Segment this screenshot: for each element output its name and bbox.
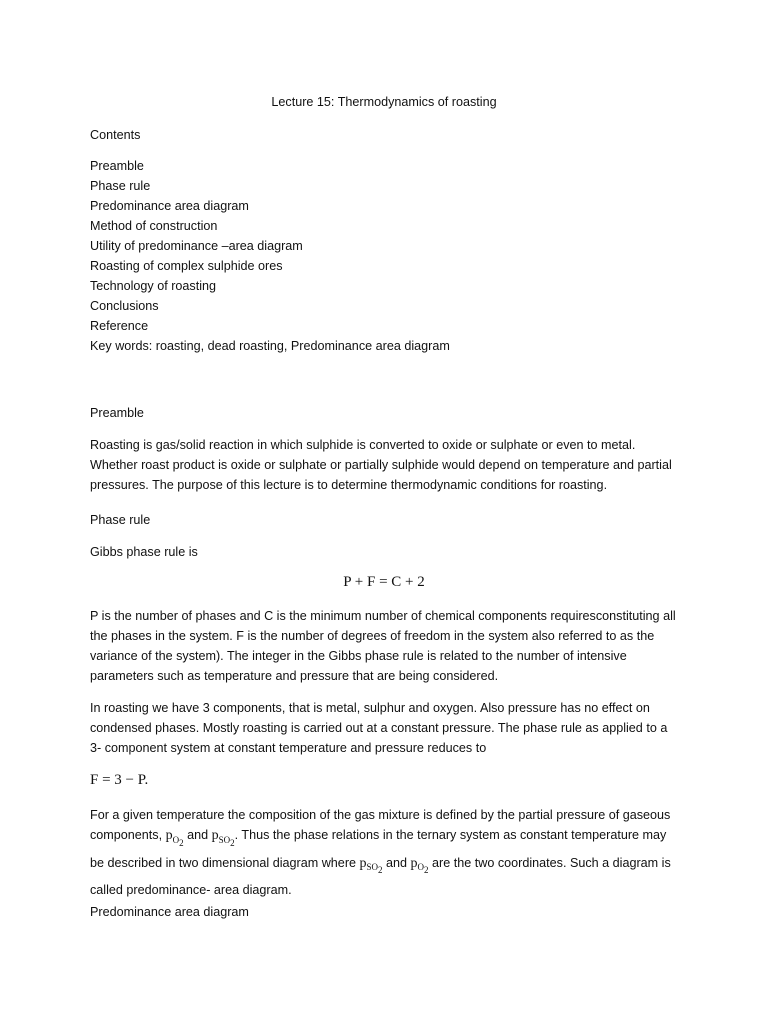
preamble-heading: Preamble xyxy=(90,406,144,420)
contents-item: Phase rule xyxy=(90,179,151,193)
predominance-heading: Predominance area diagram xyxy=(90,905,249,919)
phase-rule-intro: Gibbs phase rule is xyxy=(90,545,198,559)
so2-sub-index: 2 xyxy=(230,837,235,848)
phase-rule-paragraph-3 xyxy=(90,805,680,900)
contents-item: Preamble xyxy=(90,159,144,173)
phase-rule-paragraph-2: In roasting we have 3 components, that is metal, sulphur and oxygen. Also pressure has no effect on condensed phases. Mostly roasting is carried out at a constant pressure. The phase rule as applied to a 3- component system at constant temperature and pressure reduces to xyxy=(90,701,668,755)
contents-heading: Contents xyxy=(90,128,141,142)
gibbs-equation: P + F = C + 2 xyxy=(343,574,425,590)
phase-rule-paragraph-1: P is the number of phases and C is the minimum number of chemical components requiresconstituting all the phases in the system. F is the number of degrees of freedom in the system also referred to as the variance of the system). The integer in the Gibbs phase rule is related to the number of intensive parameters such as temperature and pressure that are being considered. xyxy=(90,609,676,683)
o2-sub-index: 2 xyxy=(179,837,184,848)
para3-text: are the two coordinates. Such a diagram is called predominance- area diagram. xyxy=(90,855,671,898)
p-symbol: p xyxy=(410,855,418,871)
o2-subscript: O xyxy=(172,834,180,845)
para3-text: For a given temperature the composition of the gas mixture is defined by the partial pressure of gaseous components, xyxy=(90,808,671,842)
contents-item: Technology of roasting xyxy=(90,279,217,293)
phase-rule-heading: Phase rule xyxy=(90,513,151,527)
p-so2-symbol xyxy=(211,828,235,848)
contents-item: Reference xyxy=(90,319,149,333)
para3-text: and xyxy=(386,855,408,870)
contents-item: Utility of predominance –area diagram xyxy=(90,239,303,253)
para3-text: . Thus the phase relations in the ternary system as constant temperature may be described in two dimensional diagram where xyxy=(90,828,667,870)
so2-subscript: SO xyxy=(218,834,231,845)
p-symbol: p xyxy=(359,855,367,871)
contents-item: Key words: roasting, dead roasting, Predominance area diagram xyxy=(90,339,450,353)
contents-item: Roasting of complex sulphide ores xyxy=(90,259,283,273)
para3-text: and xyxy=(187,828,209,842)
contents-list xyxy=(90,156,450,356)
p-symbol: p xyxy=(211,828,219,843)
p-o2-symbol xyxy=(165,828,184,848)
o2-sub-index: 2 xyxy=(424,865,429,876)
page-title: Lecture 15: Thermodynamics of roasting xyxy=(271,95,497,109)
p-symbol: p xyxy=(165,828,173,843)
contents-item: Method of construction xyxy=(90,219,218,233)
so2-subscript: SO xyxy=(366,862,379,873)
contents-item: Conclusions xyxy=(90,299,159,313)
o2-subscript: O xyxy=(417,862,425,873)
reduced-phase-rule-equation: F = 3 − P. xyxy=(90,772,149,788)
p-o2-symbol xyxy=(410,855,429,876)
preamble-paragraph: Roasting is gas/solid reaction in which sulphide is converted to oxide or sulphate or even to metal. Whether roast product is oxide or sulphate or partially sulphide would depend on temperature and partial pressures. The purpose of this lecture is to determine thermodynamic conditions for roasting. xyxy=(90,438,672,492)
p-so2-symbol xyxy=(359,855,383,876)
so2-sub-index: 2 xyxy=(378,865,383,876)
contents-item: Predominance area diagram xyxy=(90,199,249,213)
